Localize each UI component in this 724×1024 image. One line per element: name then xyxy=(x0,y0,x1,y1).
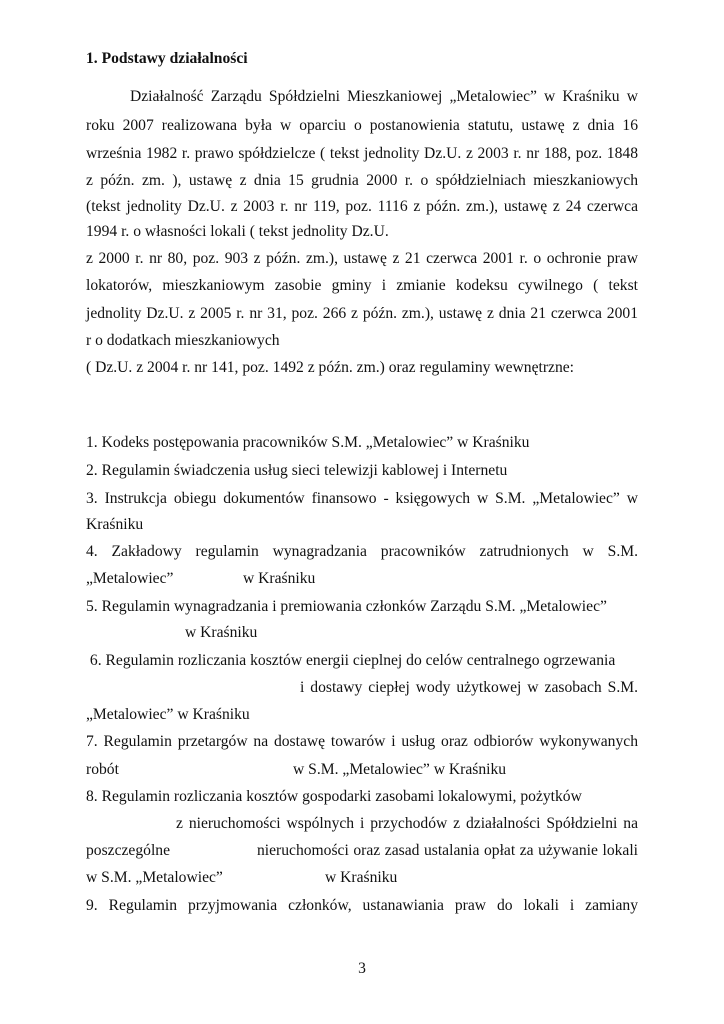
list-item: 5. Regulamin wynagradzania i premiowania członków Zarządu S.M. „Metalowiec” xyxy=(86,598,607,615)
paragraph-line: 1994 r. o własności lokali ( tekst jednolity Dz.U. xyxy=(86,223,389,240)
list-item: nieruchomości oraz zasad ustalania opłat za używanie lokali xyxy=(257,842,638,859)
list-item: „Metalowiec” w Kraśniku xyxy=(86,706,250,723)
list-item: „Metalowiec” xyxy=(86,570,174,587)
paragraph-line: z późn. zm. ), ustawę z dnia 15 grudnia 2000 r. o spółdzielniach mieszkaniowych xyxy=(86,172,638,189)
list-item: w S.M. „Metalowiec” xyxy=(86,869,223,886)
list-item: w Kraśniku xyxy=(325,869,398,886)
paragraph-line: Działalność Zarządu Spółdzielni Mieszkaniowej „Metalowiec” w Kraśniku w xyxy=(130,88,638,105)
list-item: w Kraśniku xyxy=(243,570,316,587)
paragraph-line: ( Dz.U. z 2004 r. nr 141, poz. 1492 z późn. zm.) oraz regulaminy wewnętrzne: xyxy=(86,359,575,376)
list-item: 3. Instrukcja obiegu dokumentów finansowo - księgowych w S.M. „Metalowiec” w xyxy=(86,490,638,507)
paragraph-line: r o dodatkach mieszkaniowych xyxy=(86,332,280,349)
paragraph-line: z 2000 r. nr 80, poz. 903 z późn. zm.), ustawę z 21 czerwca 2001 r. o ochronie praw xyxy=(86,250,638,267)
list-item: 7. Regulamin przetargów na dostawę towarów i usług oraz odbiorów wykonywanych xyxy=(86,733,638,750)
list-item: w Kraśniku xyxy=(185,624,258,641)
list-item: z nieruchomości wspólnych i przychodów z działalności Spółdzielni na xyxy=(176,815,638,832)
paragraph-line: (tekst jednolity Dz.U. z 2003 r. nr 119, poz. 1116 z późn. zm.), ustawę z 24 czerwca xyxy=(86,198,638,215)
list-item: robót xyxy=(86,761,119,778)
paragraph-line: września 1982 r. prawo spółdzielcze ( tekst jednolity Dz.U. z 2003 r. nr 188, poz. 1848 xyxy=(86,145,638,162)
list-item: Kraśniku xyxy=(86,516,144,533)
paragraph-line: jednolity Dz.U. z 2005 r. nr 31, poz. 266 z późn. zm.), ustawę z dnia 21 czerwca 2001 xyxy=(86,305,638,322)
list-item: 2. Regulamin świadczenia usług sieci telewizji kablowej i Internetu xyxy=(86,462,508,479)
paragraph-line: lokatorów, mieszkaniowym zasobie gminy i zmianie kodeksu cywilnego ( tekst xyxy=(86,277,638,294)
list-item: 1. Kodeks postępowania pracowników S.M. „Metalowiec” w Kraśniku xyxy=(86,434,530,451)
list-item: w S.M. „Metalowiec” w Kraśniku xyxy=(293,761,507,778)
list-item: 8. Regulamin rozliczania kosztów gospodarki zasobami lokalowymi, pożytków xyxy=(86,788,582,805)
list-item: i dostawy ciepłej wody użytkowej w zasobach S.M. xyxy=(300,679,638,696)
page-number: 3 xyxy=(358,960,366,977)
paragraph-line: roku 2007 realizowana była w oparciu o postanowienia statutu, ustawę z dnia 16 xyxy=(86,117,638,134)
section-heading: 1. Podstawy działalności xyxy=(86,50,248,67)
list-item: 9. Regulamin przyjmowania członków, ustanawiania praw do lokali i zamiany xyxy=(86,897,638,914)
list-item: 4. Zakładowy regulamin wynagradzania pracowników zatrudnionych w S.M. xyxy=(86,543,638,560)
list-item: 6. Regulamin rozliczania kosztów energii cieplnej do celów centralnego ogrzewania xyxy=(86,652,616,669)
list-item: poszczególne xyxy=(86,842,170,859)
